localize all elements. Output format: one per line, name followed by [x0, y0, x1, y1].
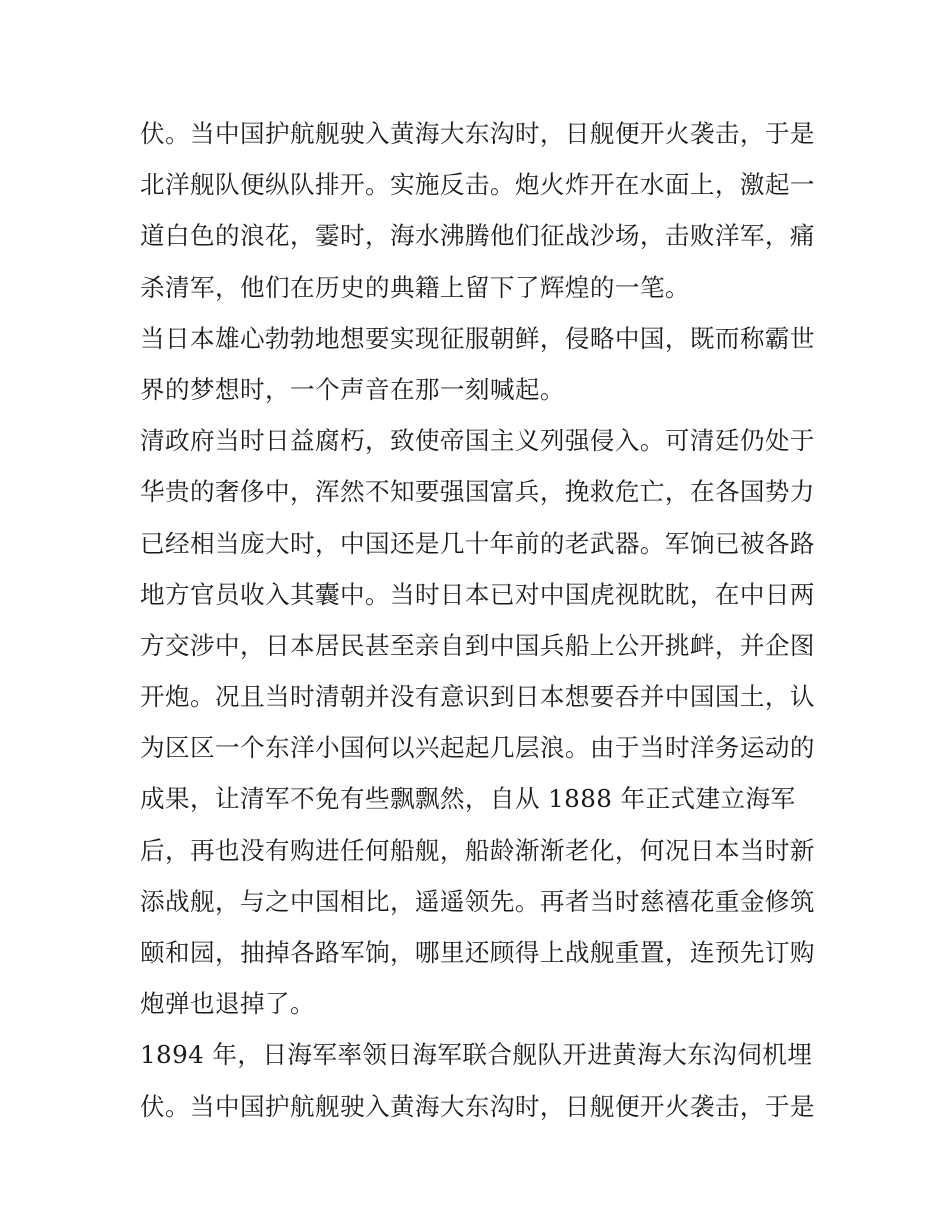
text-line: 杀清军，他们在历史的典籍上留下了辉煌的一笔。: [140, 272, 690, 302]
text-line: 后，再也没有购进任何船舰，船龄渐渐老化，何况日本当时新: [140, 835, 815, 865]
text-line: 为区区一个东洋小国何以兴起起几层浪。由于当时洋务运动的: [140, 733, 815, 763]
text-line: 方交涉中，日本居民甚至亲自到中国兵船上公开挑衅，并企图: [140, 630, 815, 660]
text-line: 华贵的奢侈中，浑然不知要强国富兵，挽救危亡，在各国势力: [140, 477, 815, 507]
text-line: 当日本雄心勃勃地想要实现征服朝鲜，侵略中国，既而称霸世: [140, 323, 815, 353]
text-line: 地方官员收入其囊中。当时日本已对中国虎视眈眈，在中日两: [140, 579, 815, 609]
text-line: 伏。当中国护航舰驶入黄海大东沟时，日舰便开火袭击，于是: [140, 119, 815, 148]
text-line: 开炮。况且当时清朝并没有意识到日本想要吞并中国国土，认: [140, 682, 815, 712]
text-line: 清政府当时日益腐朽，致使帝国主义列强侵入。可清廷仍处于: [140, 426, 815, 456]
text-line: 颐和园，抽掉各路军饷，哪里还顾得上战舰重置，连预先订购: [140, 938, 815, 967]
text-line: 道白色的浪花，霎时，海水沸腾他们征战沙场，击败洋军，痛: [140, 221, 815, 251]
body-text: [140, 108, 820, 1132]
text-line: 界的梦想时，一个声音在那一刻喊起。: [140, 374, 565, 404]
text-line: 添战舰，与之中国相比，遥遥领先。再者当时慈禧花重金修筑: [140, 886, 815, 916]
text-line: 炮弹也退掉了。: [140, 989, 315, 1019]
text-line: 伏。当中国护航舰驶入黄海大东沟时，日舰便开火袭击，于是: [140, 1091, 815, 1121]
text-line: 1894 年，日海军率领日海军联合舰队开进黄海大东沟伺机埋: [140, 1040, 813, 1070]
text-line: 已经相当庞大时，中国还是几十年前的老武器。军饷已被各路: [140, 528, 815, 558]
text-line: 成果，让清军不免有些飘飘然，自从 1888 年正式建立海军: [140, 784, 796, 814]
text-line: 北洋舰队便纵队排开。实施反击。炮火炸开在水面上，激起一: [140, 170, 815, 200]
